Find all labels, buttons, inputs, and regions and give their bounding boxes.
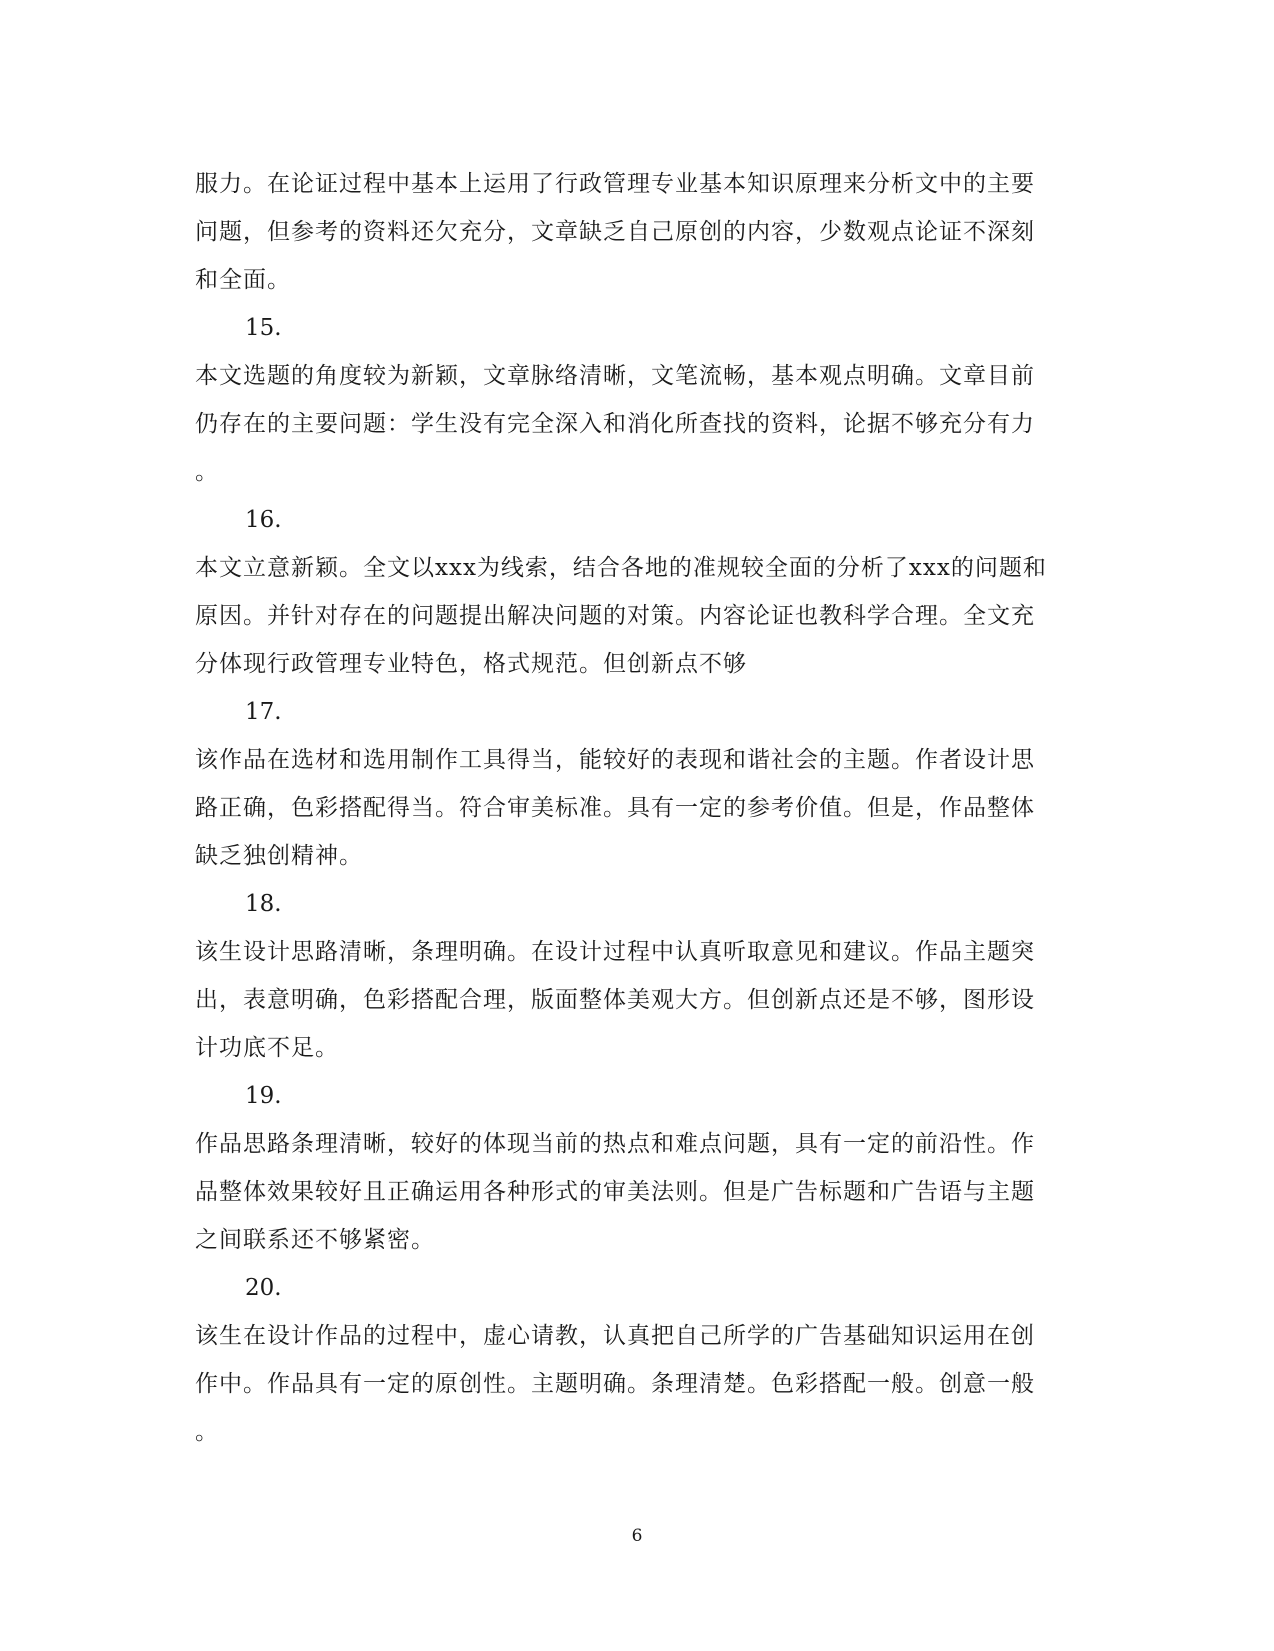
item-number: 20. bbox=[245, 1275, 282, 1301]
text-line: 该作品在选材和选用制作工具得当，能较好的表现和谐社会的主题。作者设计思 bbox=[195, 747, 1035, 773]
text-line: 本文选题的角度较为新颖，文章脉络清晰，文笔流畅，基本观点明确。文章目前 bbox=[195, 363, 1035, 389]
body-text bbox=[195, 160, 1075, 1456]
text-line: 分体现行政管理专业特色，格式规范。但创新点不够 bbox=[195, 651, 747, 677]
text-line: 作品思路条理清晰，较好的体现当前的热点和难点问题，具有一定的前沿性。作 bbox=[195, 1131, 1035, 1157]
page-number: 6 bbox=[631, 1526, 643, 1546]
text-line: 和全面。 bbox=[195, 267, 291, 293]
text-line: 本文立意新颖。全文以xxx为线索，结合各地的准规较全面的分析了xxx的问题和 bbox=[195, 555, 1047, 581]
text-line: 之间联系还不够紧密。 bbox=[195, 1227, 435, 1253]
text-line: 该生设计思路清晰，条理明确。在设计过程中认真听取意见和建议。作品主题突 bbox=[195, 939, 1035, 965]
text-line: 。 bbox=[195, 1419, 219, 1445]
text-line: 服力。在论证过程中基本上运用了行政管理专业基本知识原理来分析文中的主要 bbox=[195, 171, 1035, 197]
item-number: 16. bbox=[245, 507, 282, 533]
text-line: 该生在设计作品的过程中，虚心请教，认真把自己所学的广告基础知识运用在创 bbox=[195, 1323, 1035, 1349]
text-line: 出，表意明确，色彩搭配合理，版面整体美观大方。但创新点还是不够，图形设 bbox=[195, 987, 1035, 1013]
item-number: 17. bbox=[245, 699, 282, 725]
item-number: 19. bbox=[245, 1083, 282, 1109]
text-line: 路正确，色彩搭配得当。符合审美标准。具有一定的参考价值。但是，作品整体 bbox=[195, 795, 1035, 821]
text-line: 原因。并针对存在的问题提出解决问题的对策。内容论证也教科学合理。全文充 bbox=[195, 603, 1035, 629]
text-line: 仍存在的主要问题：学生没有完全深入和消化所查找的资料，论据不够充分有力 bbox=[195, 411, 1035, 437]
text-line: 品整体效果较好且正确运用各种形式的审美法则。但是广告标题和广告语与主题 bbox=[195, 1179, 1035, 1205]
text-line: 缺乏独创精神。 bbox=[195, 843, 363, 869]
item-number: 15. bbox=[245, 315, 282, 341]
text-line: 问题，但参考的资料还欠充分，文章缺乏自己原创的内容，少数观点论证不深刻 bbox=[195, 219, 1035, 245]
text-line: 。 bbox=[195, 459, 219, 485]
item-number: 18. bbox=[245, 891, 282, 917]
text-line: 作中。作品具有一定的原创性。主题明确。条理清楚。色彩搭配一般。创意一般 bbox=[195, 1371, 1035, 1397]
text-line: 计功底不足。 bbox=[195, 1035, 339, 1061]
